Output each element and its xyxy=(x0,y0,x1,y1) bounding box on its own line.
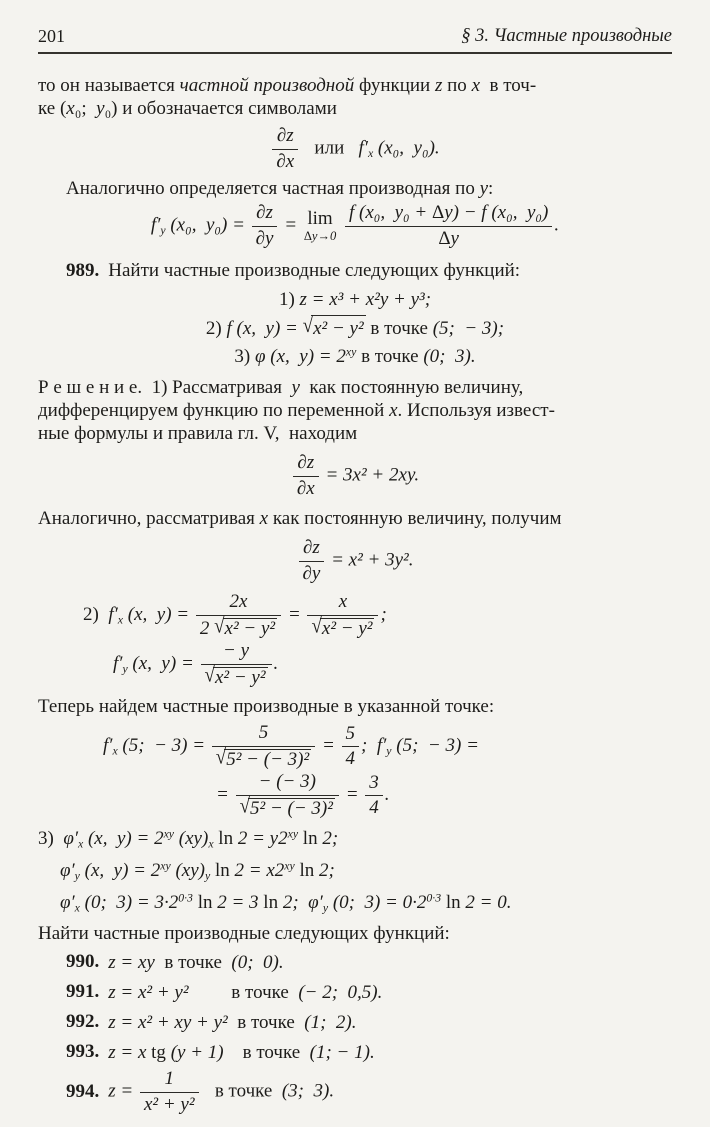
problem-formula: z = $\frac{1}{\text{x² + y²}}$ в точке (3; 3). xyxy=(108,1068,335,1115)
formula-partial-dz-dx: $\frac{\partial z}{\partial x}$ или $f'_x$ (x₀, y₀). xyxy=(38,126,672,172)
problem-row-991 xyxy=(38,979,672,1005)
problem-number: 992. xyxy=(66,1011,100,1033)
solution-line-2: дифференцируем функцию по переменной x. Используя извест- xyxy=(38,400,555,422)
problem-989-number: 989. xyxy=(66,260,100,282)
intro-line-1: то он называется частной производной функции z по x в точ- xyxy=(38,75,537,96)
formula-point-values-2: = $\frac{- (- 3)}{\text{√5² − (− 3)²}}$ = $\frac{3}{4}$ . xyxy=(216,771,390,819)
section-title: § 3. Частные производные xyxy=(461,26,672,46)
problem-formula: z = xy в точке (0; 0). xyxy=(108,951,284,973)
solution-block xyxy=(38,376,672,915)
problem-989-item-2: 2) f (x, y) = √x² − y² в точке (5; − 3); xyxy=(205,314,505,340)
solution-line-1: Р е ш е н и е. 1) Рассматривая y как постоянную величину, xyxy=(38,377,524,399)
problem-row-992 xyxy=(38,1009,672,1035)
problems-intro: Найти частные производные следующих функций: xyxy=(38,923,450,945)
problem-989-items xyxy=(38,287,672,369)
formula-case3-line-3: $\varphi'_x$ (0; $3) = 3\cdot 2^{0\cdot 3}$ ln 2 = 3 ln 2; $\varphi'_y$ (0; $3) = 0\cdot 2^{0\cdot 3}$ ln 2 = 0. xyxy=(60,891,512,915)
problem-row-990 xyxy=(38,949,672,975)
solution-paragraph-3: Теперь найдем частные производные в указанной точке: xyxy=(38,696,495,718)
problem-number: 991. xyxy=(66,981,100,1003)
problem-formula: z = x² + y² в точке (− 2; 0,5). xyxy=(108,981,383,1003)
problem-row-994 xyxy=(38,1069,672,1115)
formula-fx-case2: 2) $f'_x$ (x, y) = $\frac{2x}{\text{2 √x² − y²}}$ = $\frac{x}{\text{√x² − y²}}$ ; xyxy=(83,591,387,639)
problem-number: 993. xyxy=(66,1041,100,1063)
problem-989-row xyxy=(38,258,672,284)
problem-formula: z = x² + xy + y² в точке (1; 2). xyxy=(108,1011,357,1033)
formula-fy-definition: $f'_y$ (x₀, y₀) = $\frac{\partial z}{\partial y}$ = lim Δy→0 $\frac{\text{f (x₀, y₀ + Δy) − f (x₀, y₀)}}{\Delta y}$ . xyxy=(150,202,560,249)
problem-number: 990. xyxy=(66,951,100,973)
solution-paragraph-2: Аналогично, рассматривая x как постоянную величину, получим xyxy=(38,508,562,530)
problem-989-statement: Найти частные производные следующих функций: xyxy=(108,260,521,282)
formula-point-values-1: $f'_x$ (5; − 3) = $\frac{5}{\text{√5² − (− 3)²}}$ = $\frac{5}{4}$ ; $f'_y$ (5; − 3) = xyxy=(103,722,479,770)
page-number: 201 xyxy=(38,26,65,46)
problem-989-item-1: 1) z = x³ + x²y + y³; xyxy=(278,289,432,311)
formula-dzdx-result: $\frac{\partial z}{\partial x}$ = 3x² + 2xy. xyxy=(38,453,672,499)
formula-case3-line-2: $\varphi'_y$ (x, $y) = 2^{xy}$ $(xy)_y$ $\ln 2 = x2^{xy}$ ln 2; xyxy=(60,859,335,883)
solution-line-3: ные формулы и правила гл. V, находим xyxy=(38,423,358,445)
problem-989-item-3: 3) φ (x, $y) = 2^{xy}$ в точке (0; 3). xyxy=(234,345,476,368)
formula-fy-case2: $f'_y$ (x, y) = $\frac{- y}{\text{√x² − y²}}$ . xyxy=(113,640,279,688)
problem-formula: z = x tg (y + 1) в точке (1; − 1). xyxy=(108,1041,375,1063)
page-header xyxy=(38,26,672,54)
page-body xyxy=(38,74,672,1115)
formula-case3-line-1: 3) $\varphi'_x$ (x, $y) = 2^{xy}$ $(xy)_x$ $\ln 2 = y2^{xy}$ ln 2; xyxy=(38,827,339,851)
intro-line-2: ке (x₀; y₀) и обозначается символами xyxy=(38,98,337,119)
problems-list xyxy=(38,949,672,1115)
problem-number: 994. xyxy=(66,1081,100,1103)
problem-row-993 xyxy=(38,1039,672,1065)
intro-paragraph-2: Аналогично определяется частная производная по y: xyxy=(66,178,494,200)
formula-dzdy-result: $\frac{\partial z}{\partial y}$ = x² + 3y². xyxy=(38,538,672,584)
